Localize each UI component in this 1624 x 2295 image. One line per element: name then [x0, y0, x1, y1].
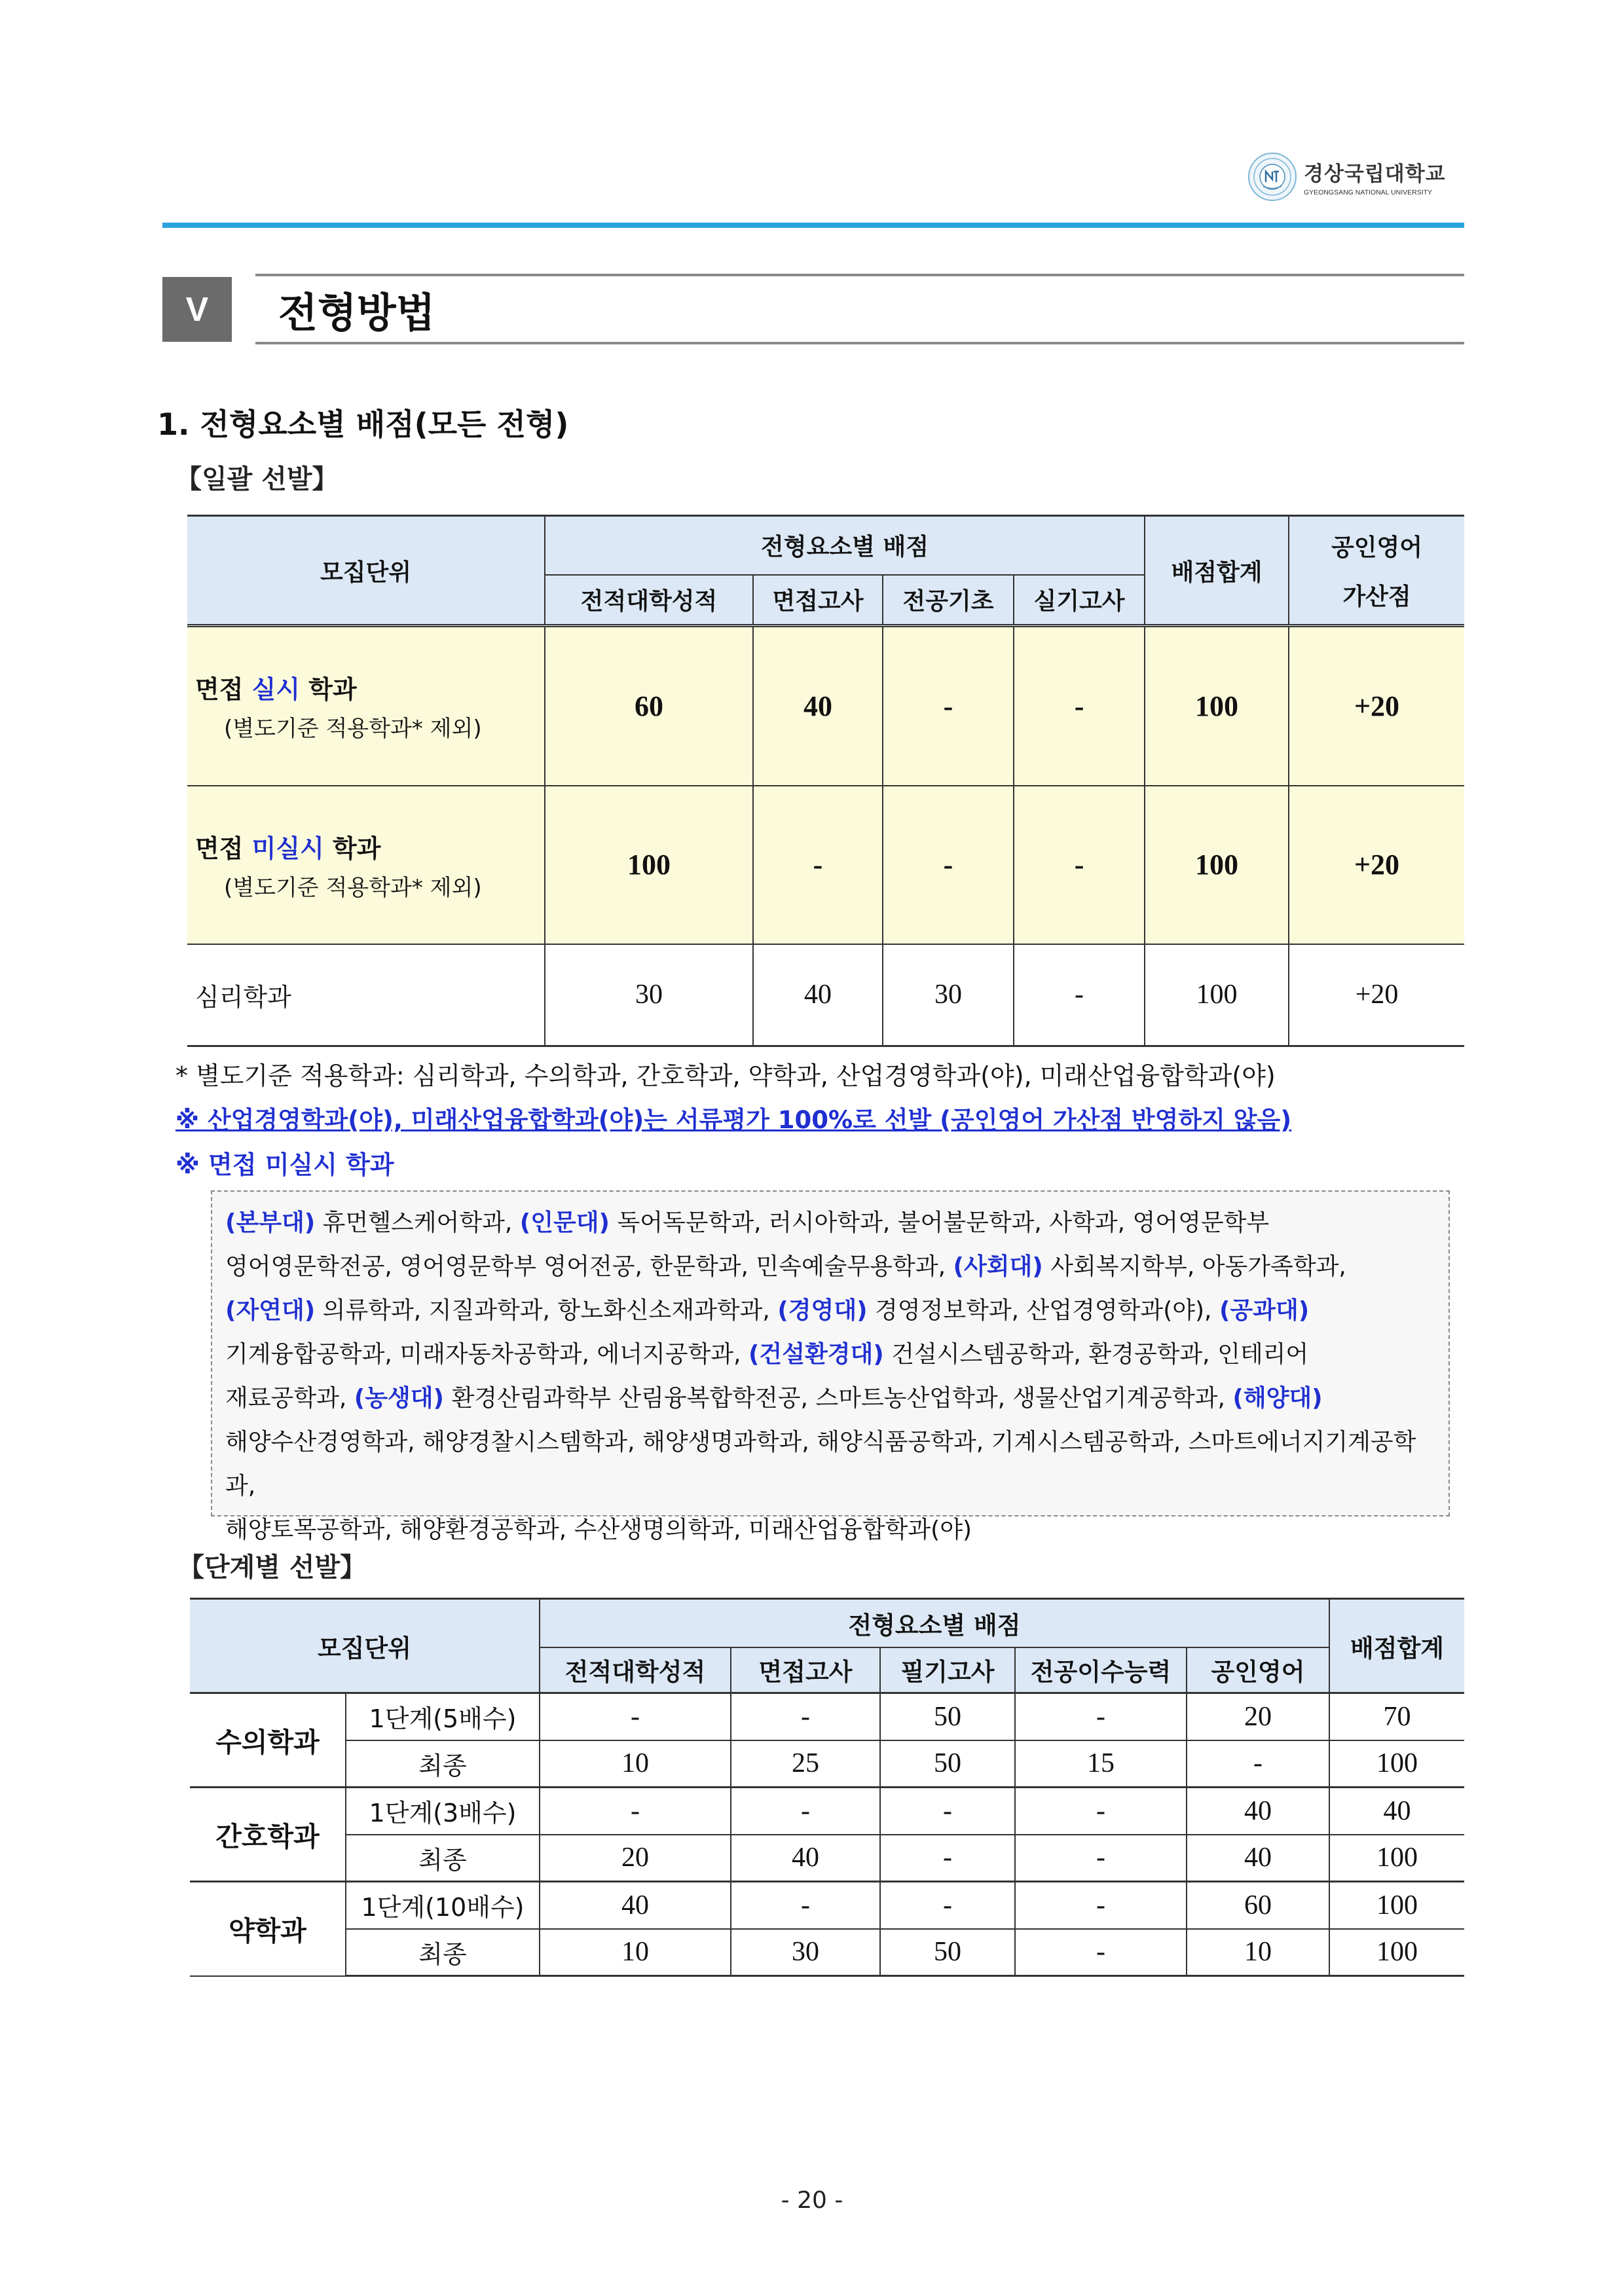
score-table-batch [187, 515, 1464, 1047]
header-total: 배점합계 [1145, 516, 1289, 626]
cell: 15 [1015, 1740, 1187, 1788]
cell: 60 [545, 626, 753, 786]
stage-label: 최종 [346, 1740, 540, 1788]
cell: 50 [880, 1929, 1015, 1976]
stage-label: 1단계(5배수) [346, 1693, 540, 1740]
cell: 20 [1187, 1693, 1329, 1740]
department-text: 영어영문학전공, 영어영문학부 영어전공, 한문학과, 민속예술무용학과, [225, 1253, 953, 1280]
list-line [225, 1376, 1435, 1420]
list-line [225, 1289, 1435, 1332]
header-bonus [1289, 516, 1464, 626]
cell: 40 [540, 1882, 731, 1929]
cell: 70 [1329, 1693, 1464, 1740]
chapter-rule-top [255, 274, 1464, 276]
note-special-criteria: * 별도기준 적용학과: 심리학과, 수의학과, 간호학과, 약학과, 산업경영학과(야), 미래산업융합학과(야) [175, 1061, 1276, 1090]
header-col-written: 필기고사 [880, 1647, 1015, 1693]
row-label: 면접 실시 학과 (별도기준 적용학과* 제외) [187, 626, 545, 786]
header-col-interview: 면접고사 [753, 575, 883, 626]
stage-label: 최종 [346, 1835, 540, 1882]
college-label: (경영대) [777, 1297, 868, 1324]
college-label: (본부대) [225, 1209, 316, 1236]
header-group: 전형요소별 배점 [540, 1599, 1329, 1647]
department-name: 약학과 [190, 1882, 346, 1976]
stage-label: 최종 [346, 1929, 540, 1976]
header-bonus-line1: 공인영어 [1331, 534, 1423, 561]
list-line [225, 1508, 1435, 1552]
department-text: 건설시스템공학과, 환경공학과, 인테리어 [883, 1341, 1309, 1368]
cell: - [731, 1788, 880, 1835]
list-line [225, 1201, 1435, 1245]
note-document-evaluation: ※ 산업경영학과(야), 미래산업융합학과(야)는 서류평가 100%로 선발 (공인영어 가산점 반영하지 않음) [175, 1106, 1292, 1134]
cell: 60 [1187, 1882, 1329, 1929]
college-label: (건설환경대) [748, 1341, 884, 1368]
department-name: 간호학과 [190, 1788, 346, 1882]
stage-label: 1단계(3배수) [346, 1788, 540, 1835]
department-text: 의류학과, 지질과학과, 항노화신소재과학과, [315, 1297, 778, 1324]
cell: 100 [1329, 1929, 1464, 1976]
cell: 40 [731, 1835, 880, 1882]
header-col-interview: 면접고사 [731, 1647, 880, 1693]
header-bonus-line2: 가산점 [1342, 583, 1411, 610]
header-col-prior-grades: 전적대학성적 [545, 575, 753, 626]
list-line [225, 1332, 1435, 1376]
cell: - [1014, 626, 1145, 786]
stage-label: 1단계(10배수) [346, 1882, 540, 1929]
table-row [190, 1740, 1464, 1788]
list-line [225, 1420, 1435, 1508]
list-line [225, 1245, 1435, 1289]
department-text: 환경산림과학부 산림융복합학전공, 스마트농산업학과, 생물산업기계공학과, [444, 1385, 1233, 1412]
cell: - [1015, 1788, 1187, 1835]
cell: 100 [1329, 1882, 1464, 1929]
header-col-major-basic: 전공기초 [883, 575, 1014, 626]
cell: +20 [1289, 626, 1464, 786]
department-text: 독어독문학과, 러시아학과, 불어불문학과, 사학과, 영어영문학부 [610, 1209, 1270, 1236]
note-no-interview-heading: ※ 면접 미실시 학과 [175, 1150, 394, 1179]
row-label: 면접 미실시 학과 (별도기준 적용학과* 제외) [187, 786, 545, 944]
cell: 30 [883, 944, 1014, 1046]
no-interview-department-list [211, 1190, 1450, 1543]
college-label: (해양대) [1232, 1385, 1323, 1412]
department-name: 수의학과 [190, 1693, 346, 1788]
table-row [190, 1693, 1464, 1740]
header-col-major-ability: 전공이수능력 [1015, 1647, 1187, 1693]
college-label: (자연대) [225, 1297, 316, 1324]
header-group: 전형요소별 배점 [545, 516, 1145, 575]
cell: 100 [1145, 786, 1289, 944]
cell: 20 [540, 1835, 731, 1882]
cell: - [1015, 1835, 1187, 1882]
cell: - [731, 1693, 880, 1740]
university-seal-icon [1247, 152, 1297, 202]
table-row [190, 1788, 1464, 1835]
cell: 40 [1329, 1788, 1464, 1835]
cell: +20 [1289, 786, 1464, 944]
chapter-title: 전형방법 [278, 289, 435, 337]
cell: 100 [1145, 626, 1289, 786]
cell: 40 [1187, 1788, 1329, 1835]
cell: - [1014, 944, 1145, 1046]
cell: - [880, 1882, 1015, 1929]
table-row [187, 944, 1464, 1046]
cell: 10 [1187, 1929, 1329, 1976]
cell: - [1015, 1882, 1187, 1929]
table-row [187, 786, 1464, 944]
cell: - [753, 786, 883, 944]
chapter-number: V [162, 277, 232, 342]
header-col-english: 공인영어 [1187, 1647, 1329, 1693]
cell: - [880, 1788, 1015, 1835]
cell: 30 [545, 944, 753, 1046]
department-text: 경영정보학과, 산업경영학과(야), [867, 1297, 1219, 1324]
university-name: 경상국립대학교 [1304, 162, 1446, 186]
department-text: 기계융합공학과, 미래자동차공학과, 에너지공학과, [225, 1341, 748, 1368]
cell: 25 [731, 1740, 880, 1788]
cell: +20 [1289, 944, 1464, 1046]
header-total: 배점합계 [1329, 1599, 1464, 1693]
cell: - [540, 1693, 731, 1740]
cell: 50 [880, 1740, 1015, 1788]
cell: - [883, 786, 1014, 944]
cell: - [731, 1882, 880, 1929]
cell: 40 [753, 626, 883, 786]
department-text: 해양토목공학과, 해양환경공학과, 수산생명의학과, 미래산업융합학과(야) [225, 1516, 972, 1543]
score-table-staged [190, 1598, 1464, 1977]
header-col-practical: 실기고사 [1014, 575, 1145, 626]
cell: 30 [731, 1929, 880, 1976]
table-row [190, 1929, 1464, 1976]
header-unit: 모집단위 [190, 1599, 540, 1693]
department-text: 휴먼헬스케어학과, [315, 1209, 520, 1236]
table-row [190, 1835, 1464, 1882]
university-name-en: GYEONGSANG NATIONAL UNIVERSITY [1304, 189, 1433, 196]
cell: 10 [540, 1740, 731, 1788]
cell: - [1015, 1693, 1187, 1740]
subsection-title-batch: 【일괄 선발】 [175, 464, 339, 494]
table-row [190, 1882, 1464, 1929]
college-label: (인문대) [519, 1209, 610, 1236]
header-unit: 모집단위 [187, 516, 545, 626]
cell: - [883, 626, 1014, 786]
cell: - [1187, 1740, 1329, 1788]
header-col-prior-grades: 전적대학성적 [540, 1647, 731, 1693]
college-label: (사회대) [953, 1253, 1043, 1280]
cell: 100 [1329, 1740, 1464, 1788]
college-label: (공과대) [1219, 1297, 1310, 1324]
department-text: 사회복지학부, 아동가족학과, [1043, 1253, 1346, 1280]
cell: 40 [1187, 1835, 1329, 1882]
college-label: (농생대) [354, 1385, 445, 1412]
table-row [187, 626, 1464, 786]
cell: - [1015, 1929, 1187, 1976]
subsection-title-staged: 【단계별 선발】 [178, 1552, 367, 1583]
header-rule [162, 223, 1464, 228]
department-text: 재료공학과, [225, 1385, 354, 1412]
cell: - [540, 1788, 731, 1835]
cell: 50 [880, 1693, 1015, 1740]
cell: 100 [1145, 944, 1289, 1046]
cell: 10 [540, 1929, 731, 1976]
cell: - [1014, 786, 1145, 944]
university-logo [1247, 152, 1446, 202]
row-label: 심리학과 [187, 944, 545, 1046]
cell: - [880, 1835, 1015, 1882]
cell: 100 [545, 786, 753, 944]
chapter-rule-bottom [255, 342, 1464, 344]
cell: 100 [1329, 1835, 1464, 1882]
section-title: 1. 전형요소별 배점(모든 전형) [157, 407, 569, 442]
page-number: - 20 - [781, 2187, 843, 2214]
cell: 40 [753, 944, 883, 1046]
department-text: 해양수산경영학과, 해양경찰시스템학과, 해양생명과학과, 해양식품공학과, 기계시스템공학과, 스마트에너지기계공학과, [225, 1429, 1416, 1499]
